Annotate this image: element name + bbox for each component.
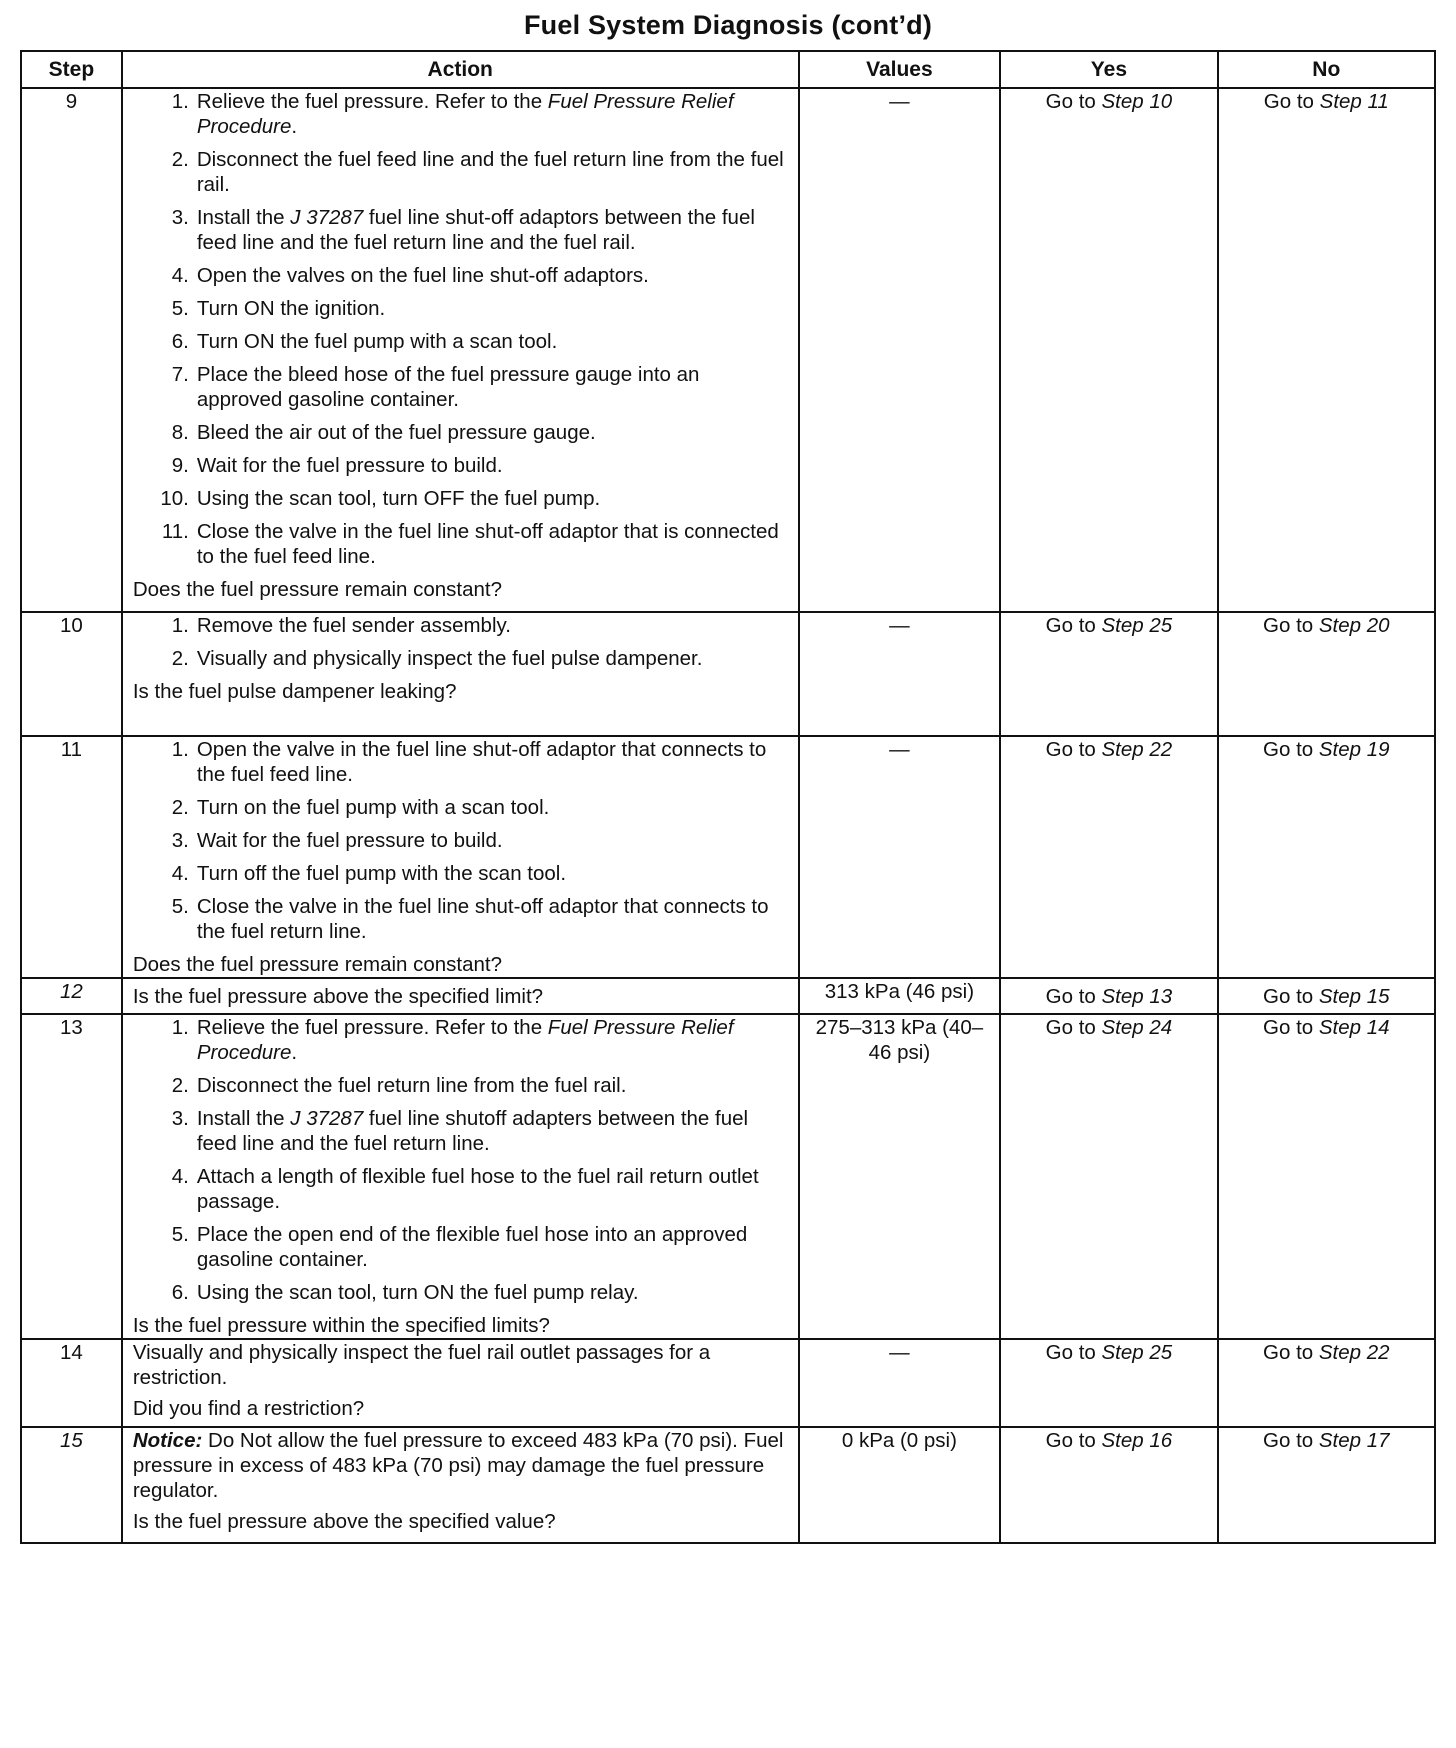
action-step-number: 5. [171,1223,189,1246]
table-body [21,88,1435,1543]
spec-value: — [799,612,1001,736]
action-step [133,296,788,321]
action-step [133,1015,788,1065]
action-text: . [291,1041,298,1064]
action-step [133,420,788,445]
action-text: Turn ON the ignition. [196,297,386,320]
action-step [133,362,788,412]
diagnostic-question: Is the fuel pressure above the specified value? [132,1510,556,1533]
goto-step-link[interactable]: Step 11 [1319,90,1389,113]
action-cell [122,88,799,612]
no-outcome [1218,88,1435,612]
step-number: 9 [21,88,122,612]
action-text: Close the valve in the fuel line shut-off adaptor that is connected to the fuel feed line. [196,520,779,568]
action-text: Visually and physically inspect the fuel pulse dampener. [196,647,703,670]
header-yes: Yes [1000,51,1217,88]
action-text: Remove the fuel sender assembly. [196,614,511,637]
action-text: Turn off the fuel pump with the scan tool. [196,862,567,885]
action-step-number: 4. [171,862,189,885]
goto-prefix: Go to [1045,984,1102,1008]
action-step-number: 3. [171,829,189,852]
goto-step-link[interactable]: Step 20 [1318,614,1390,637]
step-number: 15 [21,1427,122,1543]
no-outcome [1218,1427,1435,1543]
goto-prefix: Go to [1263,1016,1319,1039]
action-step [133,1073,788,1098]
action-cell [122,978,799,1014]
no-outcome [1218,1339,1435,1427]
action-step-number: 1. [171,90,189,113]
header-no: No [1218,51,1435,88]
table-row [21,88,1435,612]
spec-value: — [799,1339,1001,1427]
action-text: . [291,115,298,138]
diagnostic-question: Did you find a restriction? [132,1397,365,1420]
action-step-number: 5. [171,895,189,918]
table-row [21,978,1435,1014]
goto-step-link[interactable]: Step 22 [1318,1341,1390,1364]
action-step [133,646,788,671]
action-text: Using the scan tool, turn ON the fuel pump relay. [196,1281,639,1304]
step-number: 14 [21,1339,122,1427]
notice-label: Notice: [132,1429,203,1452]
action-step-number: 6. [171,1281,189,1304]
action-step [133,1222,788,1272]
goto-prefix: Go to [1045,1429,1102,1452]
action-text: Disconnect the fuel feed line and the fuel return line from the fuel rail. [196,148,784,196]
action-text: Using the scan tool, turn OFF the fuel pump. [196,487,601,510]
action-text: Open the valve in the fuel line shut-off adaptor that connects to the fuel feed line. [196,738,767,786]
goto-prefix: Go to [1263,90,1320,113]
action-text: Visually and physically inspect the fuel rail outlet passages for a restriction. [132,1341,711,1389]
goto-step-link[interactable]: Step 13 [1101,984,1173,1008]
action-step-number: 2. [171,796,189,819]
goto-step-link[interactable]: Step 17 [1318,1429,1390,1452]
step-number: 10 [21,612,122,736]
action-cell [122,612,799,736]
goto-step-link[interactable]: Step 19 [1318,738,1390,761]
diagnostic-question: Is the fuel pressure above the specified limit? [132,985,544,1008]
yes-outcome [1000,736,1217,978]
step-number: 11 [21,736,122,978]
action-step-number: 2. [171,1074,189,1097]
action-step [133,861,788,886]
action-cell [122,1339,799,1427]
table-row [21,736,1435,978]
action-text: Relieve the fuel pressure. Refer to the [196,90,548,113]
diagnosis-table [20,50,1436,1544]
spec-value: 313 kPa (46 psi) [799,978,1001,1014]
action-step-number: 9. [171,454,189,477]
action-cell [122,736,799,978]
action-step-number: 4. [171,264,189,287]
action-text: Wait for the fuel pressure to build. [196,829,503,852]
action-text: Do Not allow the fuel pressure to exceed 483 kPa (70 psi). Fuel pressure in excess of 483 kPa (70 psi) may damage the fuel pressure regulator. [132,1429,784,1502]
yes-outcome [1000,1427,1217,1543]
action-step [133,147,788,197]
action-text: Install the [196,206,291,229]
spec-value: — [799,736,1001,978]
spec-value: 0 kPa (0 psi) [799,1427,1001,1543]
table-row [21,1427,1435,1543]
action-step-number: 10. [160,487,189,510]
table-row [21,1339,1435,1427]
action-step [133,828,788,853]
italic-reference: J 37287 [290,1107,364,1130]
yes-outcome [1000,1339,1217,1427]
action-step [133,486,788,511]
goto-step-link[interactable]: Step 16 [1101,1429,1173,1452]
yes-outcome [1000,978,1217,1014]
action-text: Relieve the fuel pressure. Refer to the [196,1016,548,1039]
goto-step-link[interactable]: Step 24 [1101,1016,1173,1039]
yes-outcome [1000,612,1217,736]
action-step [133,795,788,820]
table-row [21,1014,1435,1339]
goto-prefix: Go to [1045,738,1102,761]
diagnostic-question: Is the fuel pressure within the specified limits? [132,1314,550,1337]
yes-outcome [1000,1014,1217,1339]
action-text: Place the open end of the flexible fuel hose into an approved gasoline container. [196,1223,748,1271]
goto-prefix: Go to [1045,1341,1102,1364]
goto-prefix: Go to [1263,738,1319,761]
action-text: fuel line shut-off adaptors between the fuel feed line and the fuel return line and the fuel rail. [196,206,755,254]
action-text: Turn on the fuel pump with a scan tool. [196,796,550,819]
action-text: Open the valves on the fuel line shut-off adaptors. [196,264,649,287]
action-step-number: 1. [171,738,189,761]
goto-prefix: Go to [1045,1016,1102,1039]
action-step-number: 5. [171,297,189,320]
diagnostic-question: Is the fuel pulse dampener leaking? [132,680,457,703]
action-step-number: 1. [171,1016,189,1039]
italic-reference: J 37287 [290,206,364,229]
header-values: Values [799,51,1001,88]
action-step [133,89,788,139]
action-step-number: 8. [171,421,189,444]
action-step-number: 4. [171,1165,189,1188]
action-step [133,1280,788,1305]
action-text: Turn ON the fuel pump with a scan tool. [196,330,558,353]
spec-value: 275–313 kPa (40–46 psi) [799,1014,1001,1339]
action-paragraph [133,1428,788,1503]
no-outcome [1218,736,1435,978]
goto-step-link[interactable]: Step 14 [1318,1016,1390,1039]
action-step [133,613,788,638]
step-number: 13 [21,1014,122,1339]
diagnostic-question: Does the fuel pressure remain constant? [132,953,503,976]
action-text: Install the [196,1107,291,1130]
action-step [133,737,788,787]
goto-step-link[interactable]: Step 25 [1101,614,1173,637]
no-outcome [1218,1014,1435,1339]
action-steps-list [133,613,788,671]
action-text: Attach a length of flexible fuel hose to the fuel rail return outlet passage. [196,1165,759,1213]
goto-step-link[interactable]: Step 15 [1318,984,1390,1008]
italic-reference: Fuel Pressure Relief Procedure [196,1016,734,1064]
goto-step-link[interactable]: Step 22 [1101,738,1173,761]
no-outcome [1218,612,1435,736]
action-step-number: 3. [171,1107,189,1130]
action-cell [122,1427,799,1543]
action-step [133,205,788,255]
italic-reference: Fuel Pressure Relief Procedure [196,90,734,138]
diagnostic-question: Does the fuel pressure remain constant? [132,578,503,601]
action-text: Bleed the air out of the fuel pressure gauge. [196,421,596,444]
action-step [133,519,788,569]
action-text: fuel line shutoff adapters between the fuel feed line and the fuel return line. [196,1107,749,1155]
action-step-number: 2. [171,647,189,670]
page-title: Fuel System Diagnosis (cont’d) [523,10,933,40]
action-steps-list [133,89,788,569]
action-steps-list [133,737,788,944]
action-step [133,453,788,478]
goto-prefix: Go to [1045,90,1102,113]
action-step-number: 3. [171,206,189,229]
goto-prefix: Go to [1263,984,1319,1008]
action-text: Place the bleed hose of the fuel pressure gauge into an approved gasoline container. [196,363,700,411]
goto-prefix: Go to [1263,614,1319,637]
table-header-row [21,51,1435,88]
goto-step-link[interactable]: Step 25 [1101,1341,1173,1364]
goto-step-link[interactable]: Step 10 [1101,90,1173,113]
goto-prefix: Go to [1045,614,1102,637]
action-step-number: 6. [171,330,189,353]
yes-outcome [1000,88,1217,612]
action-steps-list [133,1015,788,1305]
action-text: Wait for the fuel pressure to build. [196,454,503,477]
action-step [133,263,788,288]
action-step-number: 2. [171,148,189,171]
header-step: Step [21,51,122,88]
action-step-number: 1. [171,614,189,637]
action-step [133,1164,788,1214]
action-text: Disconnect the fuel return line from the fuel rail. [196,1074,627,1097]
action-step-number: 11. [161,520,189,543]
action-step [133,329,788,354]
no-outcome [1218,978,1435,1014]
header-action: Action [122,51,799,88]
action-step-number: 7. [171,363,189,386]
table-row [21,612,1435,736]
action-step [133,894,788,944]
goto-prefix: Go to [1263,1429,1319,1452]
action-step [133,1106,788,1156]
action-cell [122,1014,799,1339]
spec-value: — [799,88,1001,612]
step-number: 12 [21,978,122,1014]
goto-prefix: Go to [1263,1341,1319,1364]
action-paragraph [133,1340,788,1390]
action-text: Close the valve in the fuel line shut-off adaptor that connects to the fuel return line. [196,895,769,943]
